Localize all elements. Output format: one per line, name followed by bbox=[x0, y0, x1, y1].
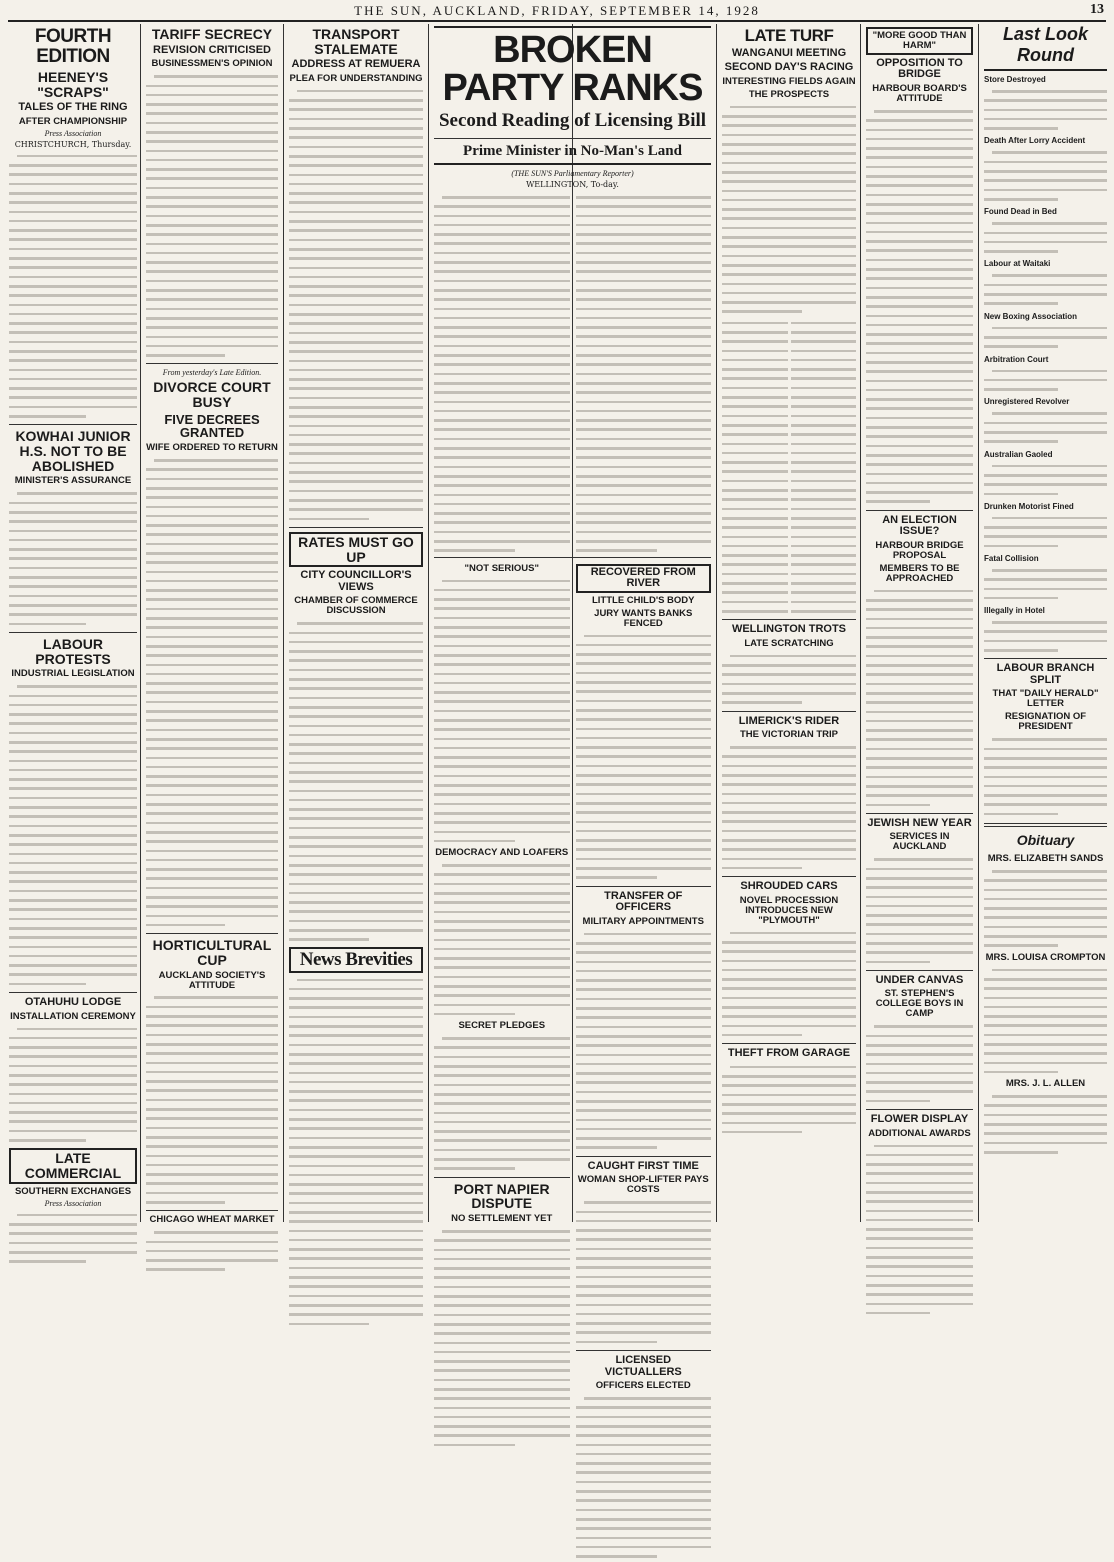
article-body bbox=[866, 854, 973, 966]
subheadline: FIVE DECREES GRANTED bbox=[164, 411, 260, 441]
headline: OTAHUHU LODGE bbox=[24, 996, 122, 1008]
subheadline: ST. STEPHEN'S COLLEGE BOYS IN CAMP bbox=[875, 988, 964, 1020]
subheadline: TALES OF THE RING bbox=[18, 101, 128, 114]
headline: LATE TURF bbox=[744, 26, 834, 45]
lead-story bbox=[431, 24, 714, 1392]
subheadline: WANGANUI MEETING bbox=[731, 46, 847, 59]
subheadline: ADDITIONAL AWARDS bbox=[868, 1127, 971, 1139]
headline: LABOUR PROTESTS bbox=[35, 635, 111, 667]
brief-heading: Found Dead in Bed bbox=[984, 207, 1057, 217]
subheadline: RESIGNATION OF PRESIDENT bbox=[1004, 711, 1087, 733]
headline: LIMERICK'S RIDER bbox=[738, 714, 840, 727]
race-fields-table bbox=[722, 318, 856, 616]
subheadline: WOMAN SHOP-LIFTER PAYS COSTS bbox=[577, 1174, 709, 1196]
article-body bbox=[984, 366, 1107, 394]
article-body bbox=[434, 1033, 570, 1172]
column-rule bbox=[716, 24, 717, 1222]
obituary-name: MRS. J. L. ALLEN bbox=[1005, 1078, 1086, 1090]
lead-deck: Prime Minister in No-Man's Land bbox=[434, 138, 711, 160]
headline: RECOVERED FROM RIVER bbox=[576, 564, 712, 593]
column-rule bbox=[140, 24, 141, 1222]
article-body bbox=[289, 618, 423, 943]
article-body bbox=[866, 1021, 973, 1105]
subheadline: AUCKLAND SOCIETY'S ATTITUDE bbox=[158, 969, 266, 991]
column-7 bbox=[863, 24, 976, 1222]
subheadline: REVISION CRITICISED bbox=[153, 43, 271, 56]
lead-body bbox=[434, 190, 711, 557]
article-body bbox=[722, 742, 856, 872]
column-rule bbox=[428, 24, 429, 1222]
subheadline: INSTALLATION CEREMONY bbox=[10, 1010, 136, 1022]
edition-label: FOURTH EDITION bbox=[34, 26, 112, 67]
article-body bbox=[984, 270, 1107, 307]
subheadline: OFFICERS ELECTED bbox=[595, 1380, 691, 1392]
dateline: CHRISTCHURCH, Thursday. bbox=[14, 139, 132, 149]
article-body bbox=[984, 218, 1107, 255]
article-body bbox=[984, 1091, 1107, 1156]
brief-heading: Store Destroyed bbox=[984, 75, 1046, 84]
article-body bbox=[9, 1024, 137, 1145]
byline: Press Association bbox=[44, 1198, 102, 1208]
article-body bbox=[289, 86, 423, 523]
article-body bbox=[576, 631, 712, 882]
headline: KOWHAI JUNIOR H.S. NOT TO BE ABOLISHED bbox=[15, 428, 131, 474]
subheadline: CHAMBER OF COMMERCE DISCUSSION bbox=[294, 595, 418, 617]
article-body bbox=[576, 1197, 712, 1346]
subheadline: SOUTHERN EXCHANGES bbox=[14, 1185, 132, 1197]
article-body bbox=[866, 586, 973, 809]
section-heading: Last Look Round bbox=[984, 24, 1107, 71]
article-body bbox=[984, 461, 1107, 498]
headline: SHROUDED CARS bbox=[740, 880, 838, 893]
byline: Press Association bbox=[44, 128, 102, 138]
obituary-name: MRS. ELIZABETH SANDS bbox=[987, 853, 1104, 864]
article-body bbox=[9, 1210, 137, 1266]
brief-heading: Arbitration Court bbox=[984, 354, 1049, 364]
brief-heading: Unregistered Revolver bbox=[984, 397, 1070, 407]
article-body bbox=[722, 102, 856, 316]
article-body bbox=[576, 1393, 712, 1560]
column-3 bbox=[286, 24, 426, 1222]
column-1 bbox=[6, 24, 140, 1222]
article-body bbox=[984, 617, 1107, 654]
subheadline: NOVEL PROCESSION INTRODUCES NEW "PLYMOUTH" bbox=[739, 894, 839, 926]
headline: THEFT FROM GARAGE bbox=[727, 1047, 851, 1060]
subheadline: THAT "DAILY HERALD" LETTER bbox=[992, 688, 1099, 710]
lead-headline: BROKEN PARTY RANKS bbox=[442, 29, 703, 109]
subheadline: NO SETTLEMENT YET bbox=[451, 1212, 553, 1224]
headline: News Brevities bbox=[289, 947, 423, 973]
headline: FLOWER DISPLAY bbox=[870, 1113, 969, 1125]
article-body bbox=[866, 1141, 973, 1318]
headline: CHICAGO WHEAT MARKET bbox=[149, 1214, 275, 1226]
brief-heading: Illegally in Hotel bbox=[984, 606, 1045, 616]
headline: LATE COMMERCIAL bbox=[9, 1148, 137, 1183]
article-body bbox=[434, 860, 570, 1018]
article-body bbox=[722, 1062, 856, 1136]
article-body bbox=[576, 929, 712, 1152]
subheadline: JURY WANTS BANKS FENCED bbox=[594, 607, 693, 629]
lead-subheadline: Second Reading of Licensing Bill bbox=[438, 110, 707, 131]
article-body bbox=[9, 151, 137, 421]
subheadline: PLEA FOR UNDERSTANDING bbox=[289, 72, 423, 84]
headline: TRANSFER OF OFFICERS bbox=[604, 889, 683, 914]
headline: LABOUR BRANCH SPLIT bbox=[996, 662, 1095, 686]
article-body bbox=[146, 1227, 278, 1273]
dateline: WELLINGTON, To-day. bbox=[526, 180, 619, 189]
lead-headline-block bbox=[434, 26, 711, 165]
article-body bbox=[866, 106, 973, 506]
article-body bbox=[9, 681, 137, 988]
page-number: 13 bbox=[1090, 2, 1104, 17]
headline: TRANSPORT STALEMATE bbox=[312, 26, 400, 57]
headline: RATES MUST GO UP bbox=[289, 532, 423, 567]
headline: CAUGHT FIRST TIME bbox=[587, 1159, 699, 1172]
headline: WELLINGTON TROTS bbox=[731, 623, 847, 636]
subheadline: SECOND DAY'S RACING bbox=[724, 61, 854, 74]
article-body bbox=[984, 513, 1107, 550]
article-body bbox=[722, 928, 856, 1040]
article-body bbox=[9, 488, 137, 627]
subheadline: LITTLE CHILD'S BODY bbox=[591, 594, 695, 606]
article-body bbox=[434, 576, 570, 846]
article-body bbox=[984, 866, 1107, 950]
subheadline: THE VICTORIAN TRIP bbox=[740, 729, 838, 741]
article-body bbox=[984, 965, 1107, 1077]
subheadline: MEMBERS TO BE APPROACHED bbox=[879, 562, 960, 584]
subheadline: HARBOUR BRIDGE PROPOSAL bbox=[875, 539, 964, 561]
subheadline: WIFE ORDERED TO RETURN bbox=[146, 442, 278, 454]
headline: UNDER CANVAS bbox=[875, 973, 964, 986]
subheadline: CITY COUNCILLOR'S VIEWS bbox=[300, 569, 412, 593]
subheadline: THE PROSPECTS bbox=[748, 88, 830, 100]
lead-subhead: DEMOCRACY AND LOAFERS bbox=[435, 847, 569, 859]
byline: (THE SUN'S Parliamentary Reporter) bbox=[511, 169, 634, 178]
brief-heading: Labour at Waitaki bbox=[984, 259, 1051, 269]
article-body bbox=[146, 455, 278, 929]
article-body bbox=[984, 565, 1107, 602]
subheadline: OPPOSITION TO BRIDGE bbox=[876, 56, 963, 81]
column-rule bbox=[283, 24, 284, 1222]
subheadline: LATE SCRATCHING bbox=[744, 637, 834, 649]
article-body bbox=[984, 323, 1107, 351]
headline: "MORE GOOD THAN HARM" bbox=[866, 27, 973, 55]
subheadline: AFTER CHAMPIONSHIP bbox=[18, 115, 128, 127]
article-body bbox=[146, 992, 278, 1206]
subheadline: SERVICES IN AUCKLAND bbox=[889, 831, 950, 853]
article-body bbox=[984, 147, 1107, 203]
masthead-title: THE SUN, AUCKLAND, FRIDAY, SEPTEMBER 14, 1928 bbox=[354, 3, 760, 18]
brief-heading: Australian Gaoled bbox=[984, 449, 1053, 459]
lead-subhead: SECRET PLEDGES bbox=[458, 1020, 546, 1032]
headline: HORTICULTURAL CUP bbox=[152, 937, 272, 968]
subheadline: INTERESTING FIELDS AGAIN bbox=[722, 75, 856, 87]
headline: PORT NAPIER DISPUTE bbox=[453, 1180, 550, 1212]
headline: HEENEY'S "SCRAPS" bbox=[37, 68, 109, 100]
subheadline: HARBOUR BOARD'S ATTITUDE bbox=[872, 83, 967, 104]
masthead bbox=[8, 0, 1106, 22]
subheadline: ADDRESS AT REMUERA bbox=[291, 58, 421, 71]
subheadline: MILITARY APPOINTMENTS bbox=[582, 915, 704, 927]
article-body bbox=[722, 651, 856, 707]
headline: DIVORCE COURT BUSY bbox=[153, 379, 271, 411]
subheadline: BUSINESSMEN'S OPINION bbox=[151, 58, 273, 70]
subheadline: INDUSTRIAL LEGISLATION bbox=[11, 668, 135, 680]
subheadline: MINISTER'S ASSURANCE bbox=[14, 475, 132, 487]
lead-subhead: "NOT SERIOUS" bbox=[464, 562, 539, 574]
note: From yesterday's Late Edition. bbox=[162, 368, 262, 378]
article-body bbox=[984, 408, 1107, 445]
column-rule bbox=[860, 24, 861, 1222]
section-heading: Obituary bbox=[1016, 832, 1075, 848]
article-body bbox=[434, 1226, 570, 1449]
brief-heading: New Boxing Association bbox=[984, 311, 1078, 321]
headline: JEWISH NEW YEAR bbox=[867, 816, 972, 829]
column-8 bbox=[981, 24, 1110, 1222]
brief-heading: Drunken Motorist Fined bbox=[984, 501, 1074, 511]
column-rule bbox=[978, 24, 979, 1222]
obituary-name: MRS. LOUISA CROMPTON bbox=[985, 951, 1106, 963]
article-body bbox=[984, 86, 1107, 132]
headline: AN ELECTION ISSUE? bbox=[882, 513, 957, 538]
brief-heading: Death After Lorry Accident bbox=[984, 136, 1086, 146]
headline: LICENSED VICTUALLERS bbox=[604, 1354, 682, 1378]
article-body bbox=[984, 734, 1107, 818]
column-2 bbox=[143, 24, 281, 1226]
brief-heading: Fatal Collision bbox=[984, 553, 1039, 563]
headline: TARIFF SECRECY bbox=[151, 26, 273, 42]
column-6 bbox=[719, 24, 859, 1222]
article-body bbox=[146, 71, 278, 359]
article-body bbox=[289, 975, 423, 1328]
